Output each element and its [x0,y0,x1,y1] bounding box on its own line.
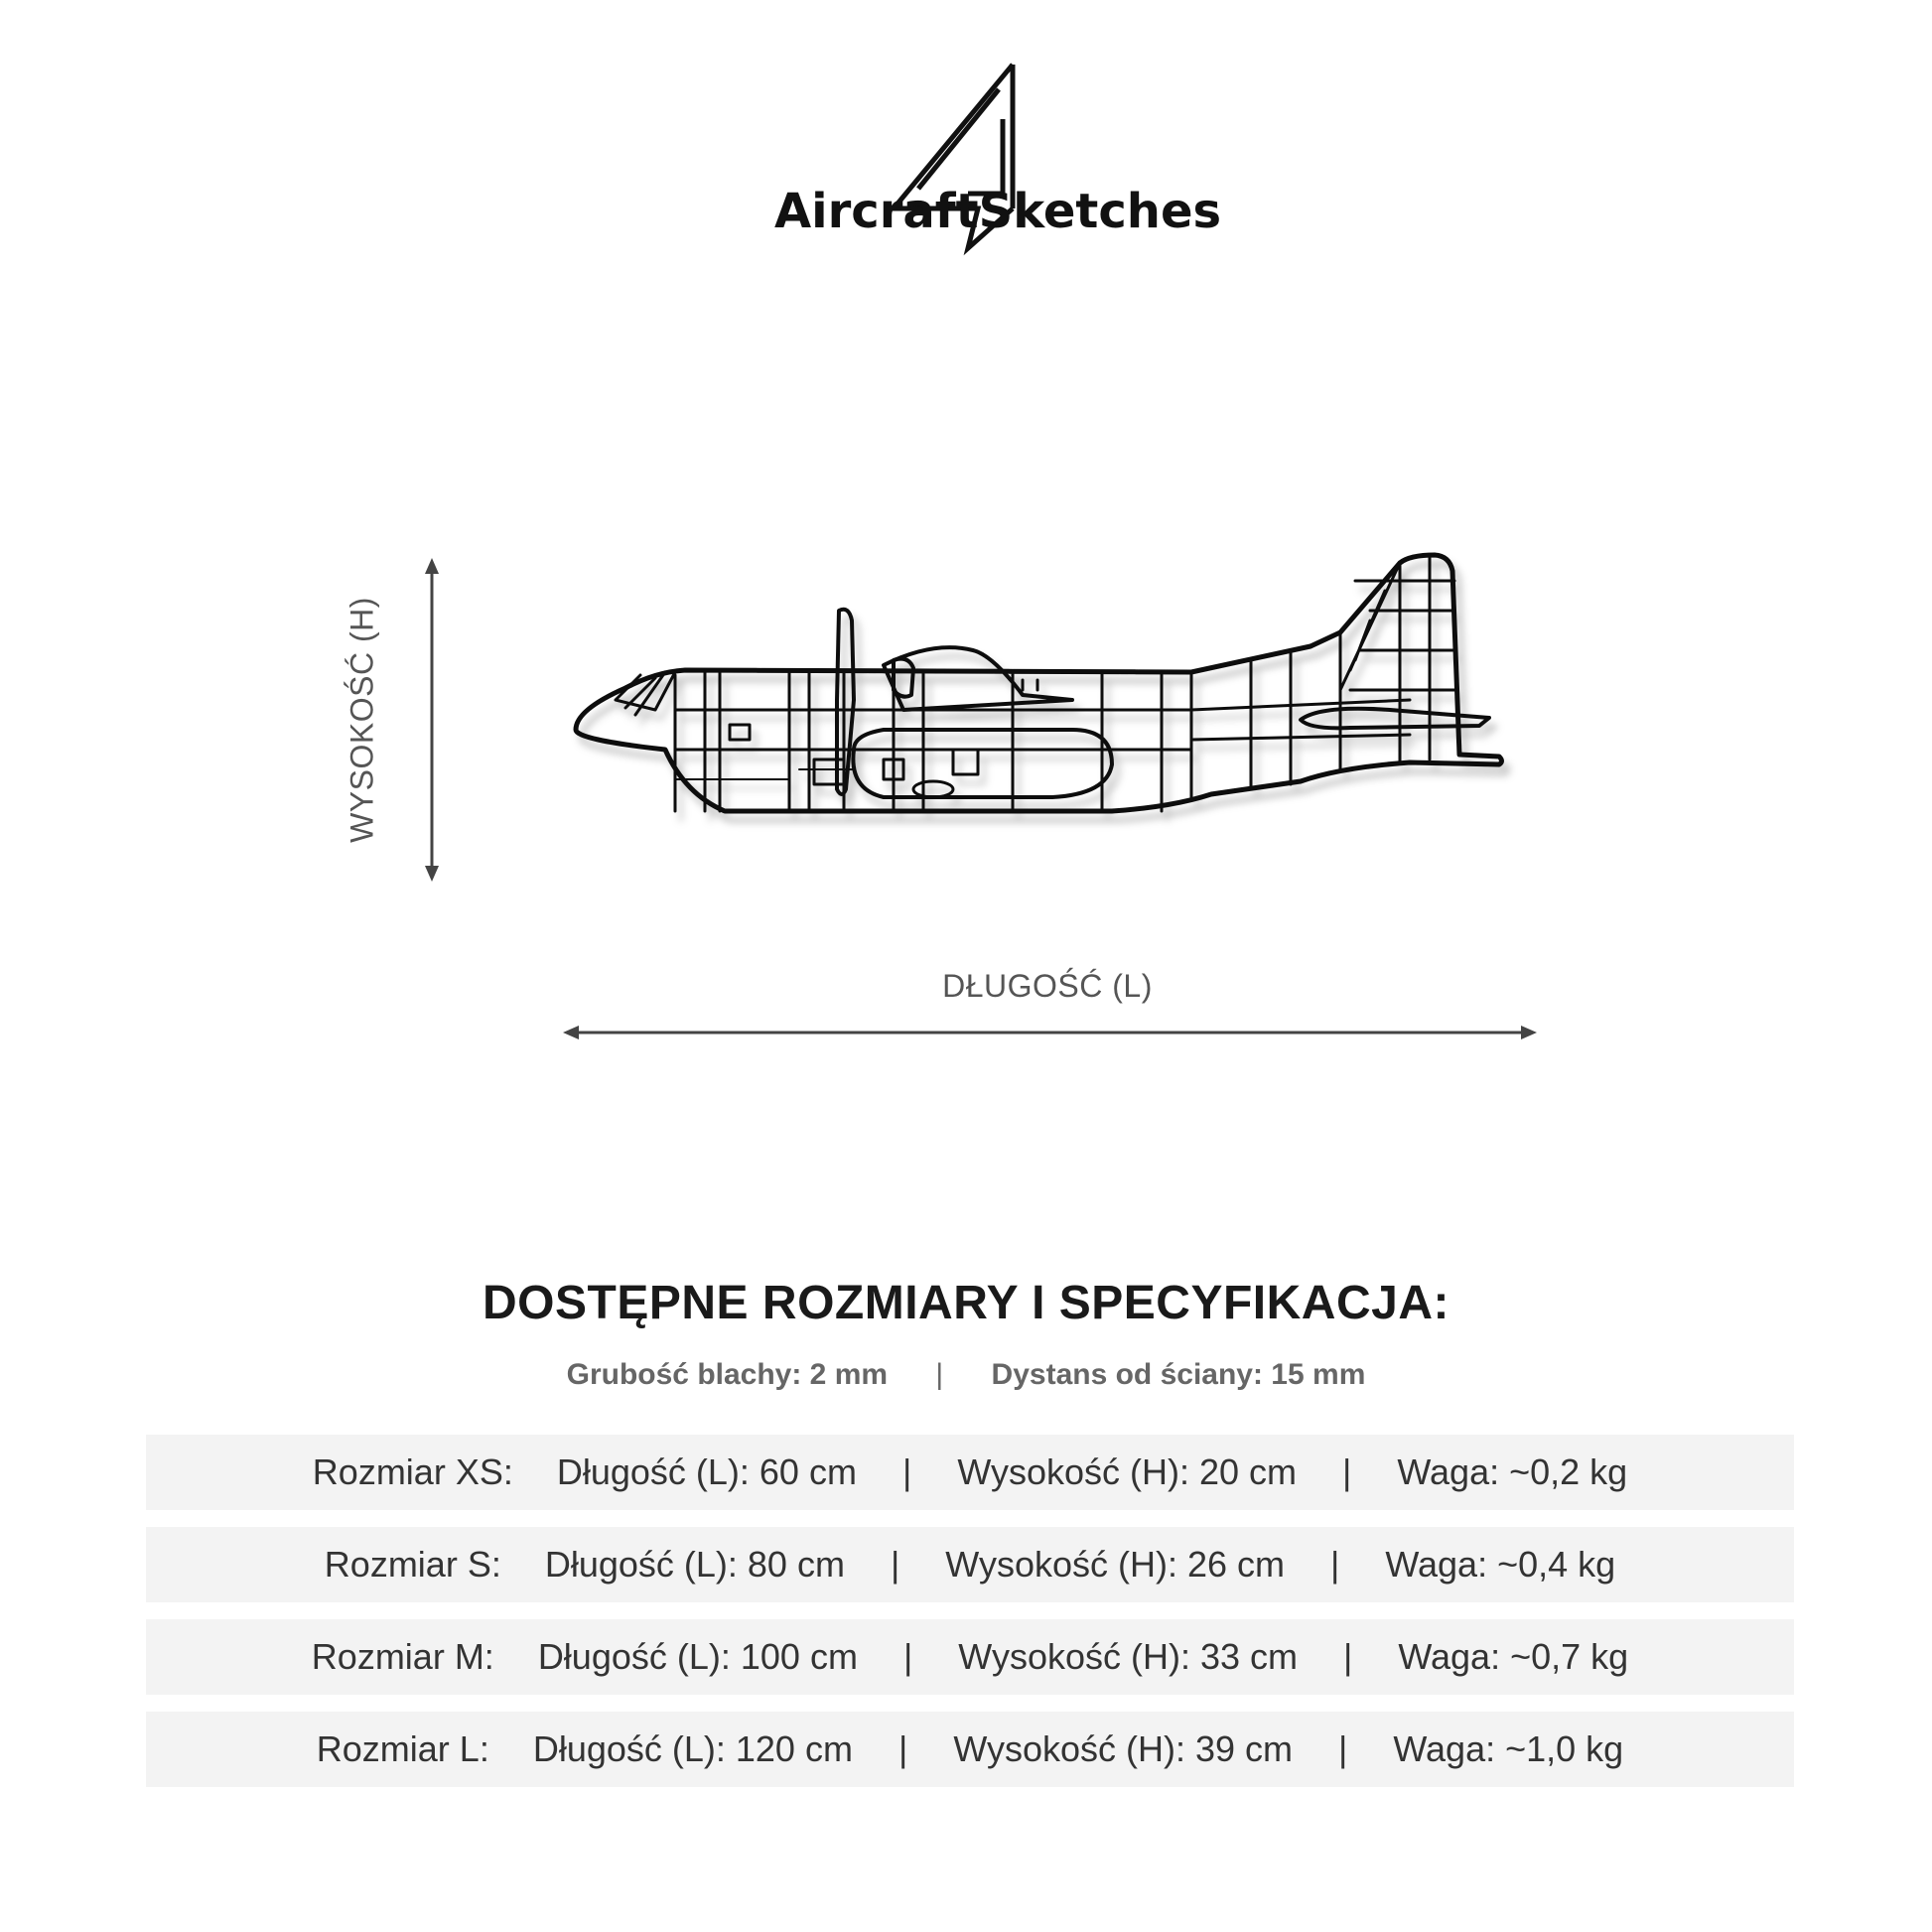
specs-subtitle [0,1358,1932,1392]
size-row-s [146,1527,1794,1602]
size-weight: Waga: ~1,0 kg [1393,1728,1624,1769]
separator: | [897,1728,908,1769]
size-height: Wysokość (H): 33 cm [958,1636,1299,1677]
brand-logo [764,60,1222,258]
brand-name: AircraftSketches [774,184,1222,239]
wall-distance: Dystans od ściany: 15 mm [991,1358,1366,1391]
size-length: Długość (L): 60 cm [556,1451,857,1492]
size-length: Długość (L): 120 cm [532,1728,853,1769]
size-height: Wysokość (H): 20 cm [957,1451,1298,1492]
size-length: Długość (L): 100 cm [537,1636,858,1677]
separator: | [890,1544,900,1585]
separator: | [902,1636,913,1677]
aircraft-silhouette-c130-icon [556,551,1539,889]
height-arrow [417,556,447,884]
size-length: Długość (L): 80 cm [544,1544,845,1585]
separator: | [1338,1728,1348,1769]
length-label: DŁUGOŚĆ (L) [942,968,1153,1004]
size-row-xs [146,1435,1794,1510]
separator: | [935,1358,944,1391]
height-label: WYSOKOŚĆ (H) [344,597,380,843]
separator: | [1330,1544,1340,1585]
size-row-m [146,1619,1794,1695]
size-row-l [146,1712,1794,1787]
size-name: Rozmiar S: [324,1544,501,1585]
size-name: Rozmiar L: [316,1728,489,1769]
separator: | [901,1451,912,1492]
sheet-thickness: Grubość blachy: 2 mm [566,1358,889,1391]
separator: | [1342,1451,1352,1492]
length-arrow [561,1018,1539,1047]
size-weight: Waga: ~0,2 kg [1397,1451,1628,1492]
size-height: Wysokość (H): 26 cm [945,1544,1286,1585]
size-name: Rozmiar M: [311,1636,494,1677]
specs-title: DOSTĘPNE ROZMIARY I SPECYFIKACJA: [483,1277,1449,1329]
size-name: Rozmiar XS: [312,1451,513,1492]
size-weight: Waga: ~0,4 kg [1385,1544,1616,1585]
separator: | [1343,1636,1353,1677]
size-weight: Waga: ~0,7 kg [1398,1636,1629,1677]
size-height: Wysokość (H): 39 cm [953,1728,1294,1769]
